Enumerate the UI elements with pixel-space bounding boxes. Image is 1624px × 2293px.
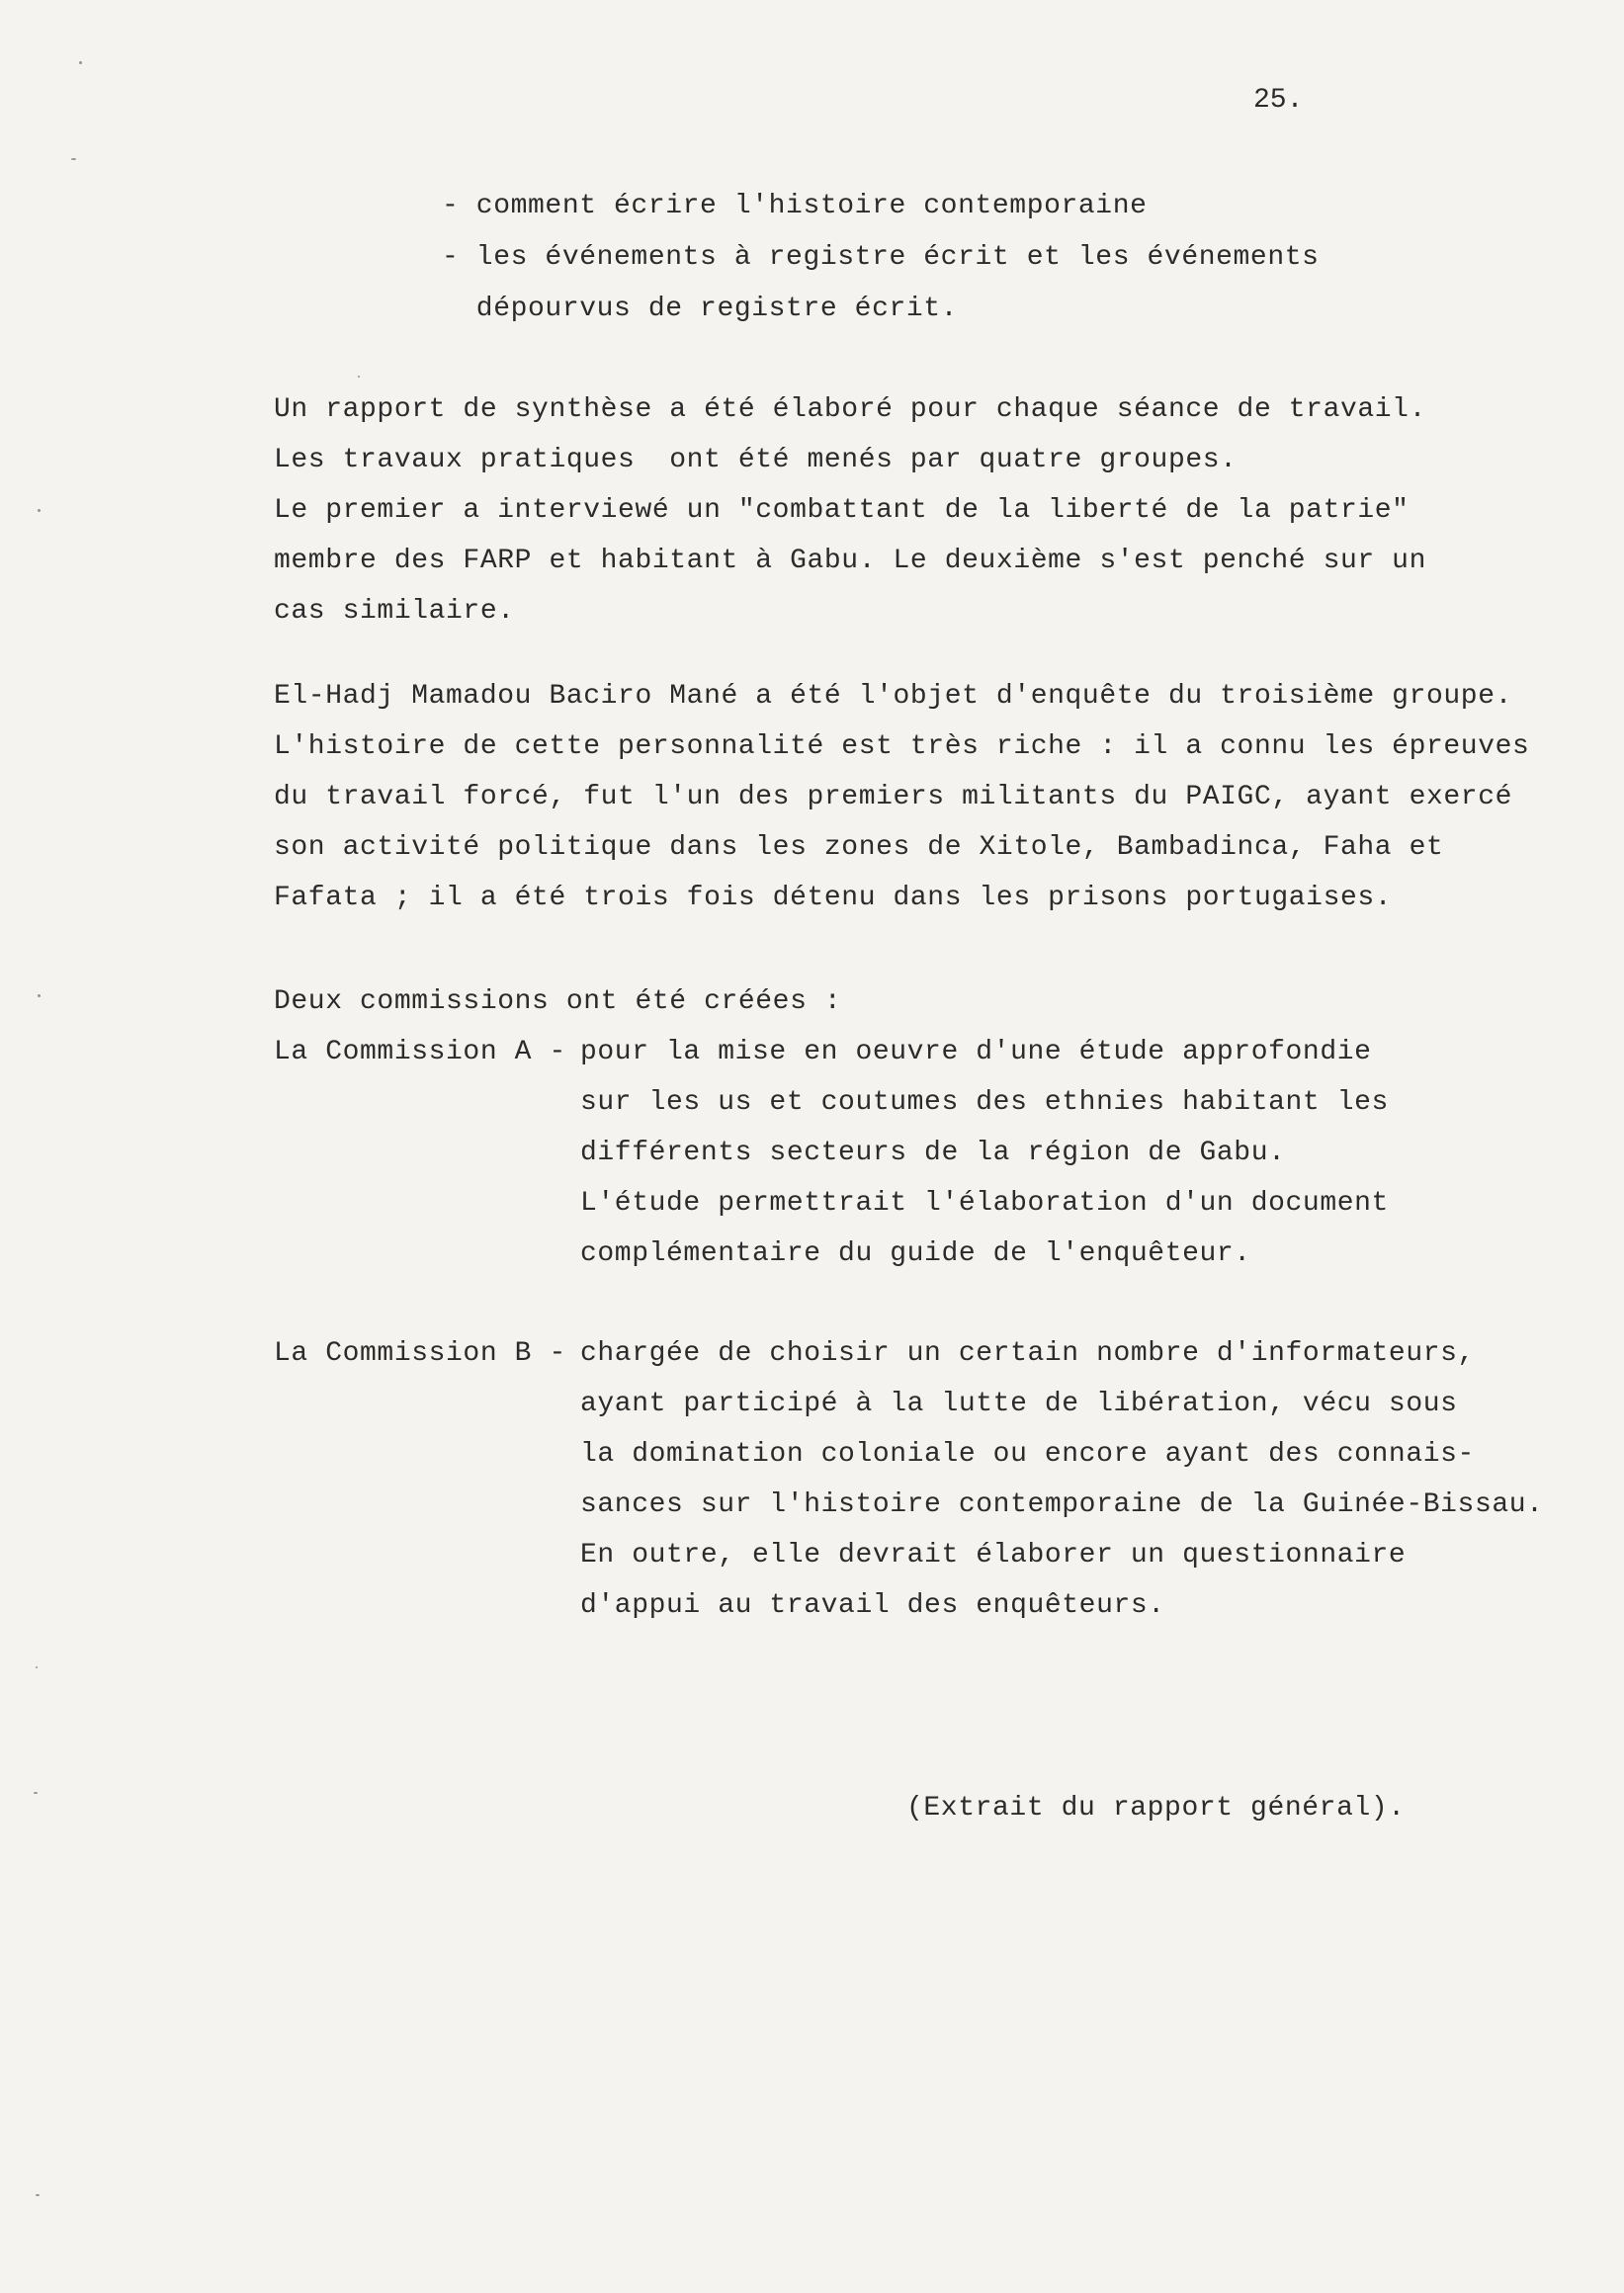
paper-speck [38,994,41,997]
bullet-line: - les événements à registre écrit et les événements [442,242,1320,273]
paper-speck [38,509,41,512]
commission-b-line: d'appui au travail des enquêteurs. [580,1590,1165,1621]
commission-a-line: différents secteurs de la région de Gabu. [580,1138,1286,1168]
commissions-intro: Deux commissions ont été créées : [274,986,842,1017]
commission-b-line: sances sur l'histoire contemporaine de la Guinée-Bissau. [580,1489,1544,1520]
paragraph-line: Le premier a interviewé un "combattant de la liberté de la patrie" [274,495,1410,526]
closing-note: (Extrait du rapport général). [906,1793,1406,1824]
paragraph-line: L'histoire de cette personnalité est très riche : il a connu les épreuves [274,731,1530,762]
commission-b-line: ayant participé à la lutte de libération, vécu sous [580,1389,1458,1419]
paper-speck [36,2194,40,2196]
paragraph-line: El-Hadj Mamadou Baciro Mané a été l'objet d'enquête du troisième groupe. [274,681,1512,712]
paper-speck [71,158,76,160]
paper-speck [36,1666,38,1668]
commission-b-line: En outre, elle devrait élaborer un questionnaire [580,1540,1407,1571]
commission-b-label: La Commission B - [274,1338,566,1369]
commission-a-line: L'étude permettrait l'élaboration d'un document [580,1188,1389,1219]
commission-b-line: chargée de choisir un certain nombre d'informateurs, [580,1338,1475,1369]
commission-a-line: pour la mise en oeuvre d'une étude approfondie [580,1037,1372,1067]
commission-a-line: complémentaire du guide de l'enquêteur. [580,1238,1251,1269]
bullet-line: dépourvus de registre écrit. [442,294,959,324]
page-number: 25. [1253,85,1304,116]
paragraph-line: membre des FARP et habitant à Gabu. Le deuxième s'est penché sur un [274,546,1426,576]
paragraph-line: cas similaire. [274,596,515,627]
paragraph-line: Fafata ; il a été trois fois détenu dans les prisons portugaises. [274,883,1393,913]
paragraph-line: Les travaux pratiques ont été menés par quatre groupes. [274,445,1238,475]
commission-b-line: la domination coloniale ou encore ayant des connais- [580,1439,1475,1470]
paper-speck [358,376,360,378]
paper-speck [79,61,82,64]
paper-speck [34,1792,38,1794]
commission-a-label: La Commission A - [274,1037,566,1067]
paragraph-line: du travail forcé, fut l'un des premiers militants du PAIGC, ayant exercé [274,782,1512,812]
commission-a-line: sur les us et coutumes des ethnies habitant les [580,1087,1389,1118]
paragraph-line: Un rapport de synthèse a été élaboré pour chaque séance de travail. [274,394,1426,425]
paragraph-line: son activité politique dans les zones de Xitole, Bambadinca, Faha et [274,832,1444,863]
bullet-line: - comment écrire l'histoire contemporaine [442,191,1148,221]
